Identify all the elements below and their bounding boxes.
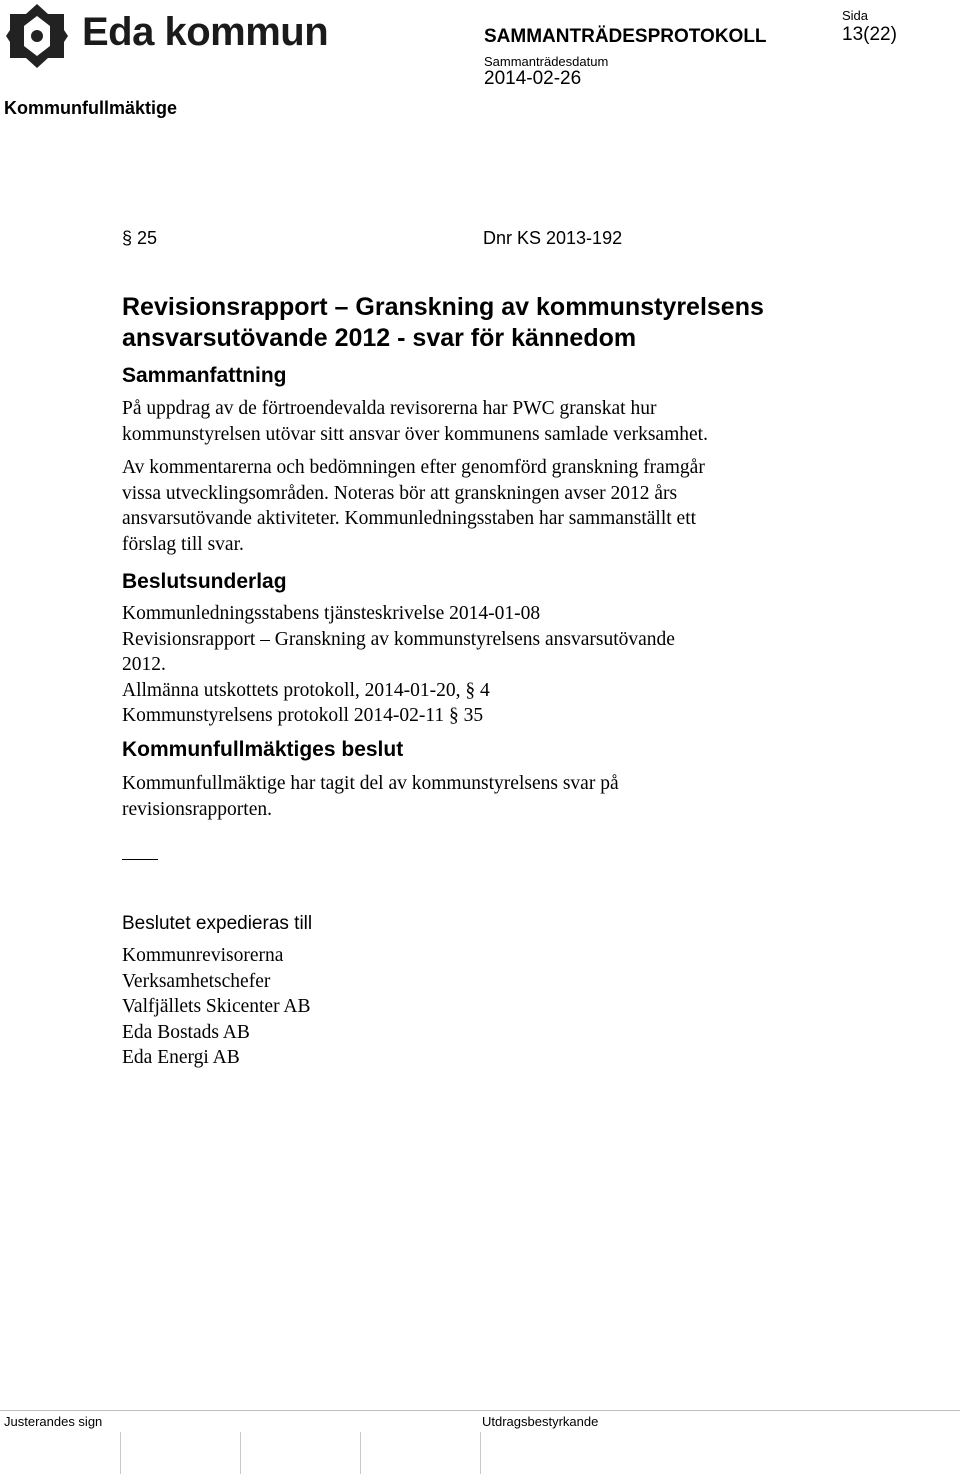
recipient: Valfjällets Skicenter AB	[122, 996, 311, 1017]
signature-box-divider	[120, 1432, 121, 1474]
summary-heading: Sammanfattning	[122, 364, 287, 387]
text-line: Kommunfullmäktige har tagit del av kommunstyrelsens svar på	[122, 773, 619, 794]
dispatch-heading: Beslutet expedieras till	[122, 913, 313, 934]
text-line: vissa utvecklingsområden. Noteras bör att granskningen avser 2012 års	[122, 482, 678, 504]
basis-heading: Beslutsunderlag	[122, 570, 287, 593]
logo-wordmark: Eda kommun	[82, 10, 329, 54]
text-line: kommunstyrelsen utövar sitt ansvar över kommunens samlade verksamhet.	[122, 423, 708, 445]
section-end-rule	[122, 859, 158, 860]
basis-item: Allmänna utskottets protokoll, 2014-01-20, § 4	[122, 679, 490, 701]
decision-heading: Kommunfullmäktiges beslut	[122, 738, 404, 761]
case-title	[122, 292, 882, 354]
footer-sign-label: Justerandes sign	[4, 1414, 103, 1429]
text-line: ansvarsutövande aktiviteter. Kommunledningsstaben har sammanställt ett	[122, 508, 697, 529]
page-label: Sida	[842, 8, 869, 23]
meeting-date-label: Sammanträdesdatum	[484, 54, 609, 69]
case-title-line: Revisionsrapport – Granskning av kommunstyrelsens	[122, 293, 764, 321]
municipality-logo	[4, 2, 329, 70]
text-line: revisionsrapporten.	[122, 798, 273, 820]
meeting-date: 2014-02-26	[484, 68, 582, 89]
text-line: förslag till svar.	[122, 533, 244, 555]
recipient: Eda Energi AB	[122, 1047, 240, 1068]
fortress-logo-icon	[4, 2, 70, 70]
basis-list	[122, 601, 822, 729]
recipient: Verksamhetschefer	[122, 970, 271, 992]
section-number: § 25	[122, 228, 158, 248]
text-line: På uppdrag av de förtroendevalda revisorerna har PWC granskat hur	[122, 398, 657, 419]
signature-box-divider	[240, 1432, 241, 1474]
case-reference: Dnr KS 2013-192	[483, 228, 623, 248]
decision-body	[122, 771, 822, 822]
basis-item: Revisionsrapport – Granskning av kommunstyrelsens ansvarsutövande	[122, 628, 675, 650]
recipient: Kommunrevisorerna	[122, 945, 284, 966]
basis-item: 2012.	[122, 654, 166, 675]
recipient: Eda Bostads AB	[122, 1021, 250, 1043]
basis-item: Kommunledningsstabens tjänsteskrivelse 2014-01-08	[122, 603, 541, 624]
summary-paragraph	[122, 455, 822, 557]
page-number: 13(22)	[842, 24, 897, 45]
footer-certify-label: Utdragsbestyrkande	[482, 1414, 599, 1429]
document-type: SAMMANTRÄDESPROTOKOLL	[484, 26, 767, 47]
signature-box-divider	[360, 1432, 361, 1474]
org-unit: Kommunfullmäktige	[4, 98, 178, 118]
case-title-line: ansvarsutövande 2012 - svar för kännedom	[122, 324, 637, 352]
footer-rule	[0, 1410, 960, 1411]
summary-body	[122, 396, 822, 565]
signature-box-divider	[480, 1432, 481, 1474]
basis-item: Kommunstyrelsens protokoll 2014-02-11 § 35	[122, 705, 484, 726]
dispatch-list	[122, 943, 822, 1071]
text-line: Av kommentarerna och bedömningen efter genomförd granskning framgår	[122, 457, 705, 478]
summary-paragraph	[122, 396, 822, 447]
